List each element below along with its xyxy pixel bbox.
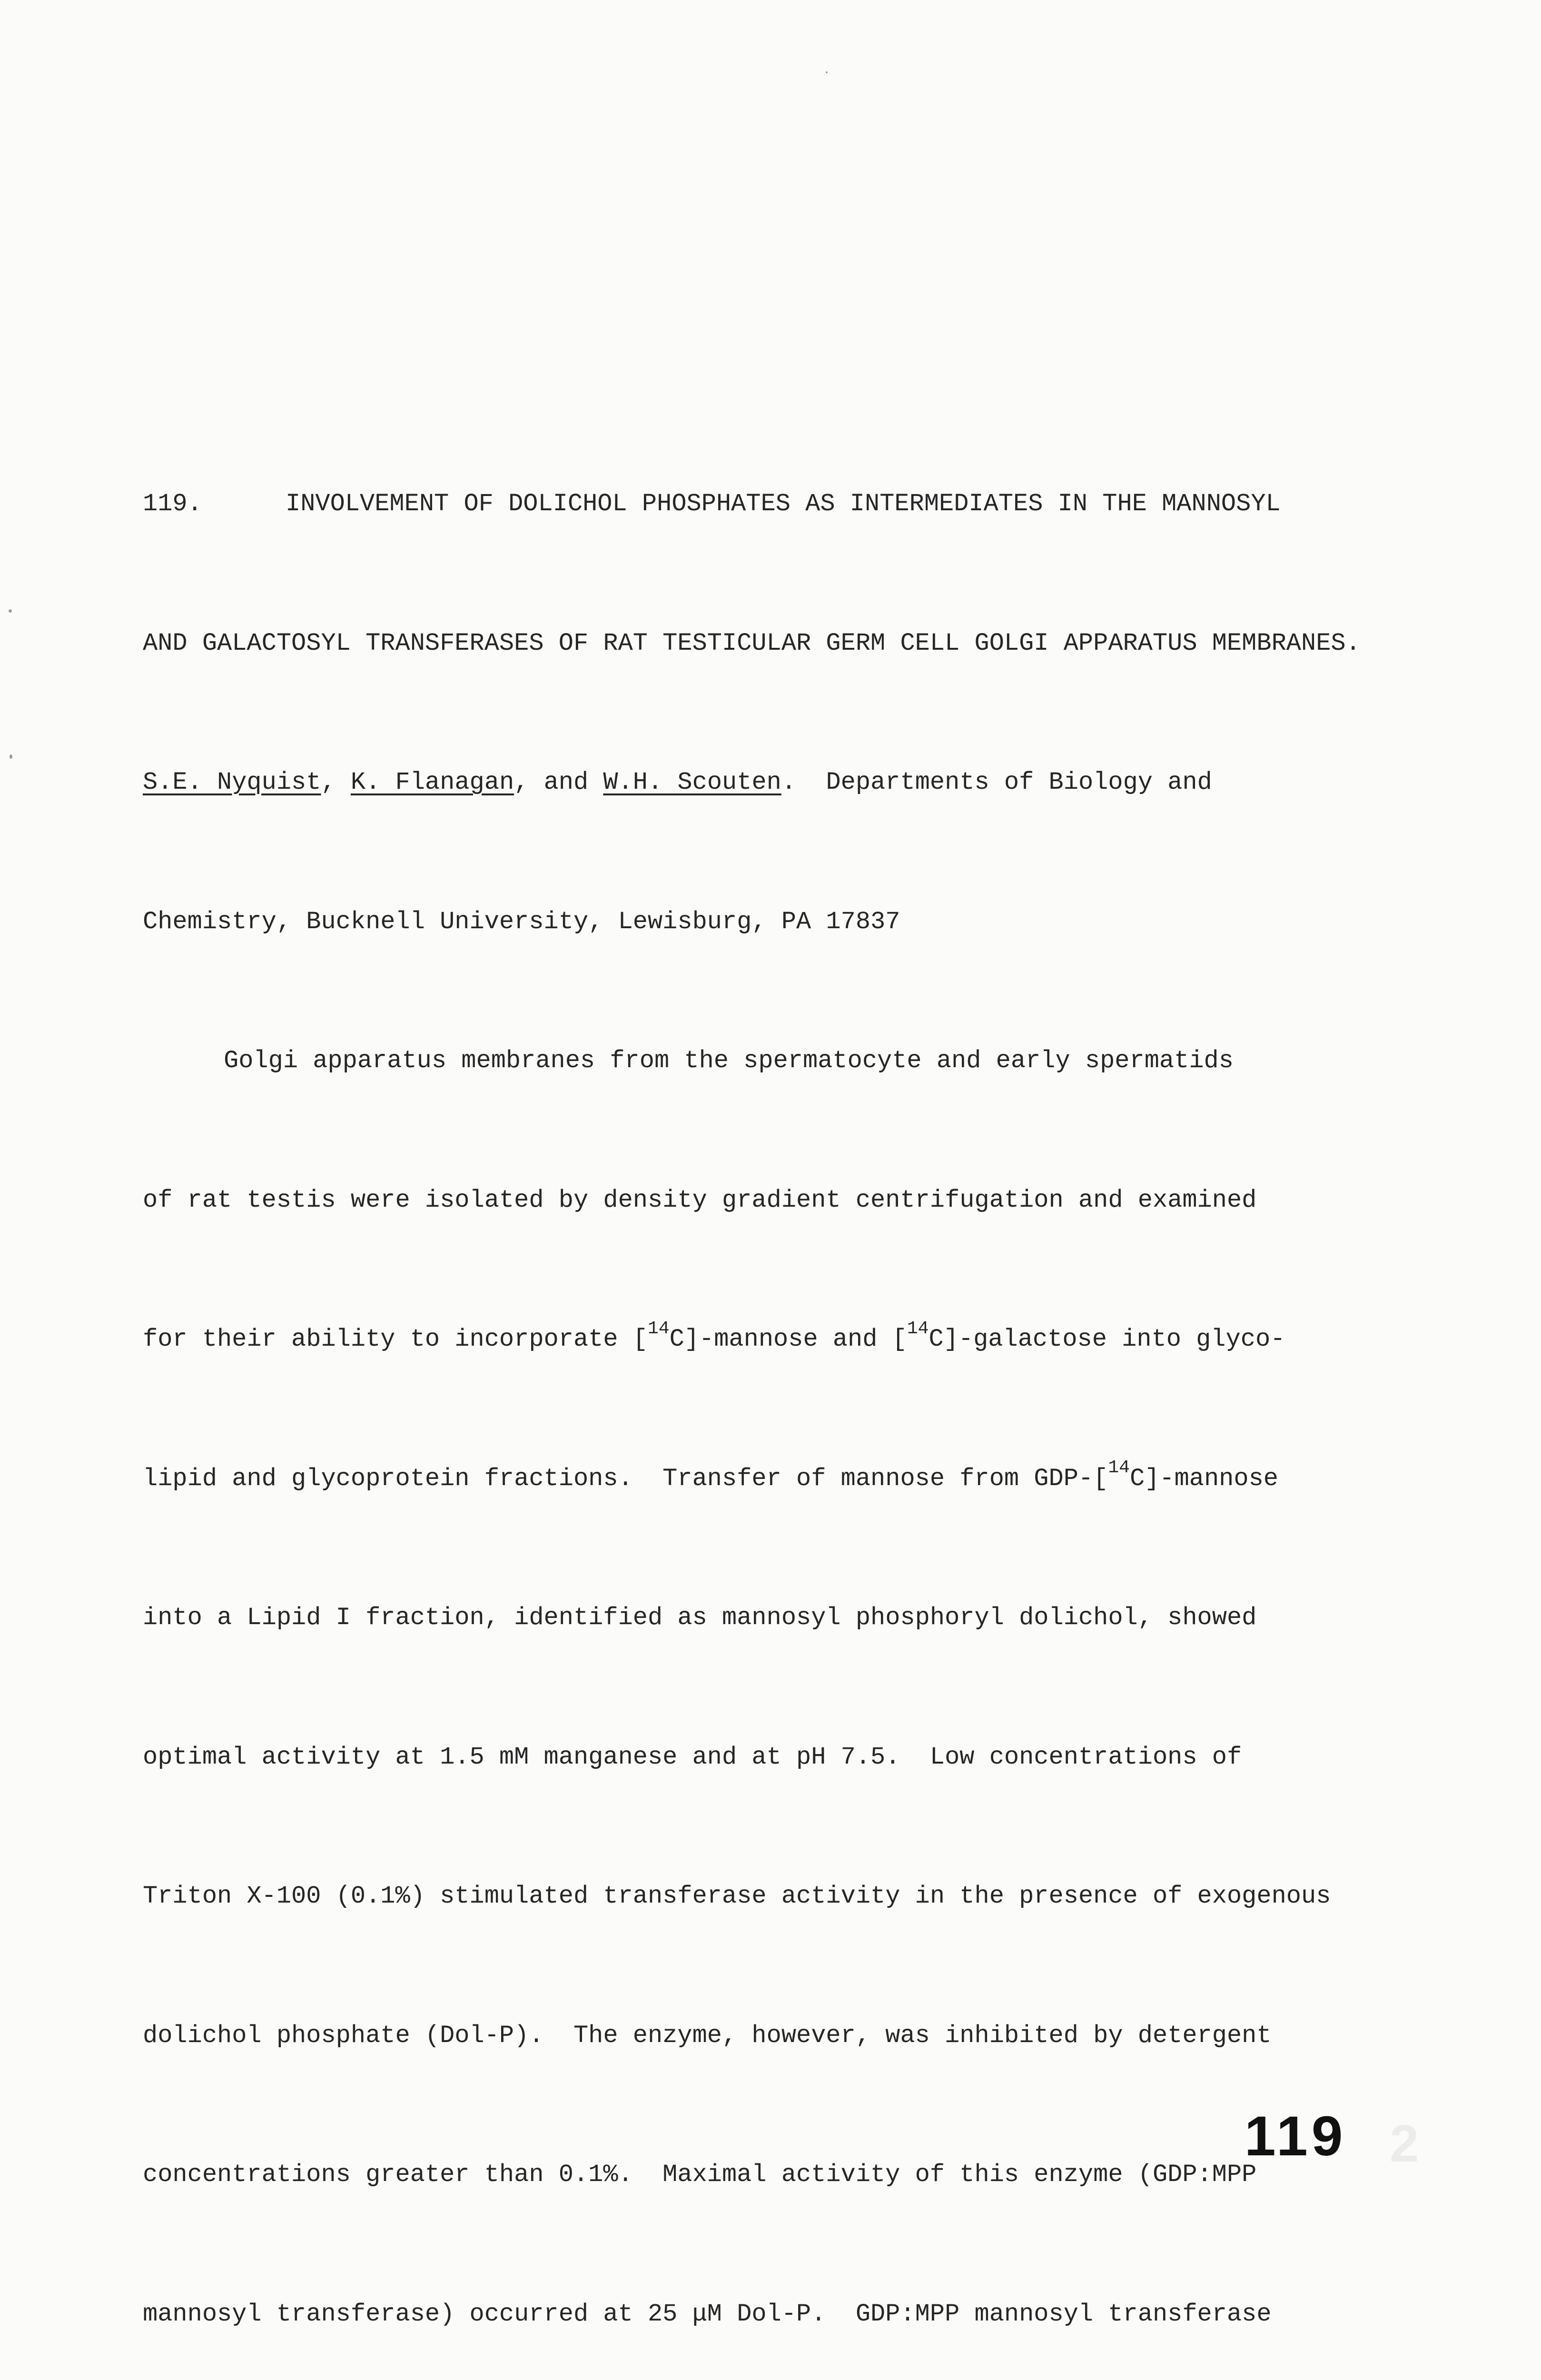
affiliation-line: Chemistry, Bucknell University, Lewisburg, PA 17837 [143, 907, 900, 936]
author-line [143, 759, 1428, 806]
scan-speck [9, 609, 12, 613]
scan-speck [10, 754, 12, 759]
isotope-superscript: 14 [907, 1318, 929, 1339]
author-separator: , and [514, 768, 603, 796]
author-separator: , [321, 768, 351, 796]
body-line: dolichol phosphate (Dol-P). The enzyme, however, was inhibited by detergent [143, 2021, 1272, 2050]
isotope-superscript: 14 [1108, 1458, 1130, 1478]
show-through-mark: 2 [1390, 2114, 1419, 2173]
body-line [143, 1316, 1428, 1363]
body-line [143, 1456, 1428, 1502]
author-scouten: W.H. Scouten [603, 768, 781, 796]
body-line: mannosyl transferase) occurred at 25 μM Dol-P. GDP:MPP mannosyl transferase [143, 2300, 1272, 2328]
body-text: C]-galactose into glyco- [929, 1325, 1285, 1353]
body-line: of rat testis were isolated by density gradient centrifugation and examined [143, 1186, 1257, 1214]
abstract-number: 119. [143, 490, 202, 518]
body-line: concentrations greater than 0.1%. Maximal activity of this enzyme (GDP:MPP [143, 2161, 1257, 2189]
scan-speck [826, 71, 828, 73]
abstract-title-line-1 [143, 481, 1428, 527]
author-flanagan: K. Flanagan [350, 768, 514, 796]
page-number: 119 [1245, 2105, 1347, 2168]
body-text: C]-mannose and [ [669, 1325, 907, 1353]
body-text: for their ability to incorporate [ [143, 1325, 648, 1353]
body-line: Triton X-100 (0.1%) stimulated transferase activity in the presence of exogenous [143, 1882, 1331, 1910]
author-nyquist: S.E. Nyquist [143, 768, 321, 796]
body-text: C]-mannose [1129, 1464, 1279, 1493]
affiliation-text: . Departments of Biology and [781, 768, 1212, 796]
body-text: lipid and glycoprotein fractions. Transfer of mannose from GDP-[ [143, 1464, 1108, 1493]
body-text: Golgi apparatus membranes from the spermatocyte and early spermatids [224, 1047, 1234, 1075]
body-line: optimal activity at 1.5 mM manganese and at pH 7.5. Low concentrations of [143, 1743, 1242, 1771]
abstract [143, 388, 1428, 2380]
isotope-superscript: 14 [647, 1318, 670, 1339]
abstract-title-text: INVOLVEMENT OF DOLICHOL PHOSPHATES AS INTERMEDIATES IN THE MANNOSYL [286, 490, 1281, 518]
body-line: into a Lipid I fraction, identified as mannosyl phosphoryl dolichol, showed [143, 1604, 1257, 1632]
body-line [143, 1038, 1428, 1084]
abstract-title-line-2: AND GALACTOSYL TRANSFERASES OF RAT TESTICULAR GERM CELL GOLGI APPARATUS MEMBRANES. [143, 629, 1361, 657]
